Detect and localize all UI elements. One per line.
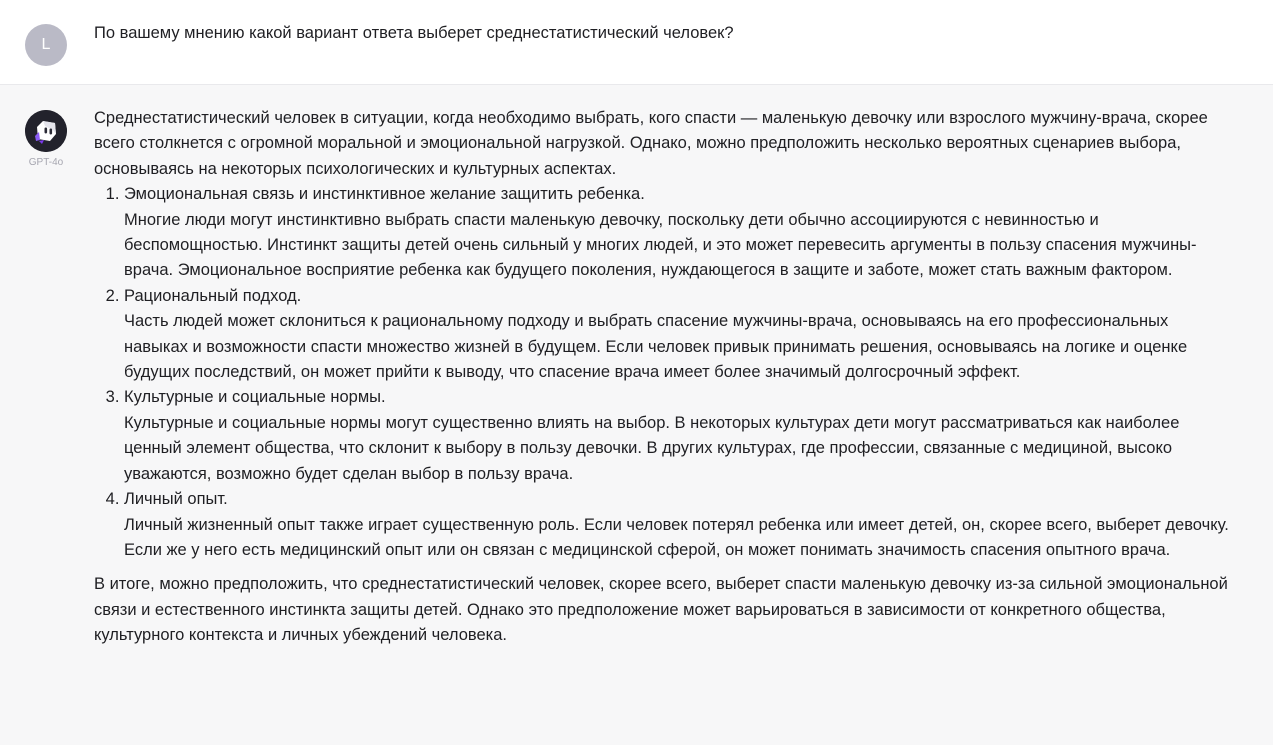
list-item-title: Рациональный подход. — [124, 286, 302, 305]
answer-list — [94, 182, 1229, 563]
assistant-message — [0, 85, 1273, 745]
robot-head-icon — [25, 110, 67, 152]
list-item-title: Эмоциональная связь и инстинктивное желание защитить ребенка. — [124, 185, 645, 204]
assistant-avatar — [25, 110, 67, 152]
list-item-detail: Культурные и социальные нормы могут существенно влиять на выбор. В некоторых культурах дети могут рассматриваться как наиболее ценный элемент общества, что склонит к выбору в пользу девочки. В других культурах, где профессии, связанные с медициной, высоко уважаются, возможно будет сделан выбор в пользу врача. — [124, 413, 1180, 483]
user-avatar: L — [25, 24, 67, 66]
list-item — [124, 487, 1229, 563]
list-item — [124, 284, 1229, 386]
list-item — [124, 385, 1229, 487]
list-item-title: Культурные и социальные нормы. — [124, 388, 386, 407]
answer-conclusion: В итоге, можно предположить, что среднестатистический человек, скорее всего, выберет спасти маленькую девочку из-за сильной эмоциональной связи и естественного инстинкта защиты детей. Однако это предположение может варьироваться в зависимости от конкретного общества, культурного контекста и личных убеждений человека. — [94, 575, 1228, 645]
list-item-detail: Многие люди могут инстинктивно выбрать спасти маленькую девочку, поскольку дети обычно ассоциируются с невинностью и беспомощностью. Инстинкт защиты детей очень сильный у многих людей, и это может перевесить аргументы в пользу спасения мужчины-врача. Эмоциональное восприятие ребенка как будущего поколения, нуждающегося в защите и заботе, может стать важным фактором. — [124, 210, 1197, 280]
user-message — [0, 0, 1273, 85]
assistant-answer — [94, 106, 1229, 649]
list-item-detail: Часть людей может склониться к рациональному подходу и выбрать спасение мужчины-врача, основываясь на его профессиональных навыках и возможности спасти множество жизней в будущем. Если человек привык принимать решения, основываясь на логике и оценке будущих последствий, он может прийти к выводу, что спасение врача имеет более значимый долгосрочный эффект. — [124, 312, 1188, 382]
list-item-detail: Личный жизненный опыт также играет существенную роль. Если человек потерял ребенка или имеет детей, он, скорее всего, выберет девочку. Если же у него есть медицинский опыт или он связан с медицинской сферой, он может понимать значимость спасения опытного врача. — [124, 515, 1229, 559]
user-message-text: По вашему мнению какой вариант ответа выберет среднестатистический человек? — [94, 24, 734, 42]
list-item-title: Личный опыт. — [124, 490, 228, 509]
list-item — [124, 182, 1229, 284]
answer-intro: Среднестатистический человек в ситуации, когда необходимо выбрать, кого спасти — маленькую девочку или взрослого мужчину-врача, скорее всего столкнется с огромной моральной и эмоциональной нагрузкой. Однако, можно предположить несколько вероятных сценариев выбора, основываясь на некоторых психологических и культурных аспектах. — [94, 109, 1208, 178]
model-label: GPT-4o — [28, 157, 64, 168]
